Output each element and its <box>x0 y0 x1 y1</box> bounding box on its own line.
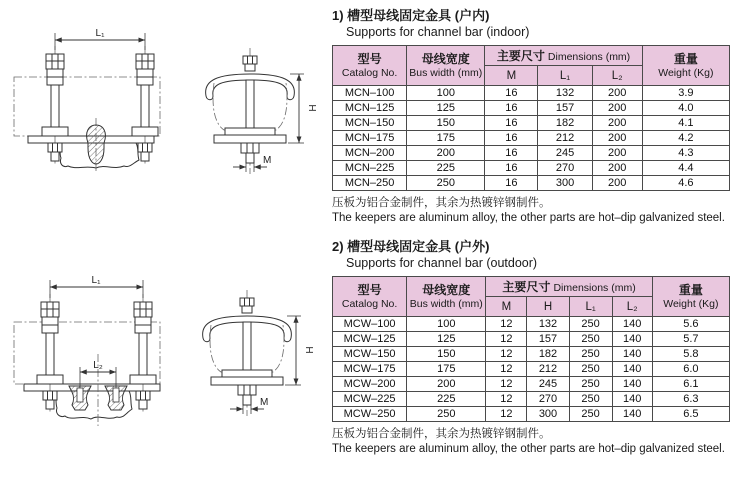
col-header-buswidth-en: Bus width (mm) <box>409 297 483 310</box>
col-header-dimensions-zh: 主要尺寸 <box>496 48 545 63</box>
outdoor-table-body <box>333 317 730 422</box>
table-cell: 16 <box>485 161 538 176</box>
col-header-weight-zh: 重量 <box>673 51 698 66</box>
bolt-right <box>130 294 156 414</box>
indoor-front-view <box>14 28 160 172</box>
table-cell: 16 <box>485 101 538 116</box>
col-header-m: M <box>485 66 538 86</box>
table-cell: 270 <box>538 161 592 176</box>
table-cell: 5.7 <box>652 332 729 347</box>
table-cell: 5.6 <box>652 317 729 332</box>
table-row <box>333 161 730 176</box>
col-header-buswidth-zh: 母线宽度 <box>421 51 470 66</box>
table-cell: 200 <box>592 131 642 146</box>
table-cell: 4.1 <box>642 116 729 131</box>
col-header-dimensions-en: Dimensions (mm) <box>547 50 631 63</box>
table-cell: 300 <box>538 176 592 191</box>
center-keeper <box>87 125 106 164</box>
table-row <box>333 116 730 131</box>
table-cell: 182 <box>538 116 592 131</box>
col-header-catalog-zh: 型号 <box>357 282 382 297</box>
table-cell: 140 <box>612 377 652 392</box>
table-cell: 200 <box>407 377 486 392</box>
table-cell: 250 <box>569 407 612 422</box>
table-cell: 12 <box>486 332 527 347</box>
table-cell: 100 <box>407 317 486 332</box>
table-row <box>333 131 730 146</box>
table-cell: 270 <box>527 392 569 407</box>
dim-label-l1: L₁ <box>95 28 105 39</box>
table-row <box>333 176 730 191</box>
table-cell: 212 <box>538 131 592 146</box>
col-header-catalog <box>333 46 407 86</box>
section-indoor <box>332 8 730 226</box>
table-row <box>333 332 730 347</box>
section-title-zh: 2) 槽型母线固定金具 (户外) <box>332 239 490 254</box>
col-header-h: H <box>527 297 569 317</box>
table-cell: 140 <box>612 332 652 347</box>
table-cell: 200 <box>592 161 642 176</box>
table-cell: 140 <box>612 407 652 422</box>
table-cell: 245 <box>538 146 592 161</box>
table-row <box>333 407 730 422</box>
table-cell: 200 <box>592 116 642 131</box>
table-cell: MCN–200 <box>333 146 407 161</box>
table-cell: 250 <box>569 377 612 392</box>
table-cell: 225 <box>407 392 486 407</box>
table-cell: 4.2 <box>642 131 729 146</box>
table-cell: 140 <box>612 362 652 377</box>
outdoor-front-view <box>14 275 160 426</box>
table-cell: 200 <box>407 146 485 161</box>
table-cell: 12 <box>486 392 527 407</box>
table-cell: 182 <box>527 347 569 362</box>
table-cell: 12 <box>486 377 527 392</box>
table-cell: 175 <box>407 131 485 146</box>
table-cell: 3.9 <box>642 86 729 101</box>
outdoor-table <box>332 276 730 422</box>
table-cell: 250 <box>407 407 486 422</box>
col-header-weight-en: Weight (Kg) <box>658 66 714 79</box>
table-cell: 100 <box>407 86 485 101</box>
col-header-buswidth <box>407 277 486 317</box>
table-cell: 250 <box>569 392 612 407</box>
table-cell: 250 <box>569 332 612 347</box>
table-cell: 140 <box>612 347 652 362</box>
indoor-drawing <box>0 20 332 212</box>
table-cell: MCW–250 <box>333 407 407 422</box>
col-header-dimensions <box>485 46 642 66</box>
table-cell: 140 <box>612 392 652 407</box>
table-cell: MCW–225 <box>333 392 407 407</box>
col-header-dimensions <box>486 277 652 297</box>
table-row <box>333 101 730 116</box>
indoor-table <box>332 45 730 191</box>
col-header-weight-zh: 重量 <box>678 282 703 297</box>
col-header-weight <box>652 277 729 317</box>
table-cell: 132 <box>538 86 592 101</box>
table-cell: 250 <box>407 176 485 191</box>
table-cell: 16 <box>485 116 538 131</box>
table-cell: 157 <box>538 101 592 116</box>
table-cell: MCN–250 <box>333 176 407 191</box>
table-cell: 225 <box>407 161 485 176</box>
table-cell: 6.5 <box>652 407 729 422</box>
table-cell: 245 <box>527 377 569 392</box>
table-cell: 4.0 <box>642 101 729 116</box>
outdoor-drawing <box>0 268 332 464</box>
table-cell: 6.3 <box>652 392 729 407</box>
table-cell: 16 <box>485 176 538 191</box>
dim-label-h: H <box>303 346 314 354</box>
section-title-zh: 1) 槽型母线固定金具 (户内) <box>332 8 490 23</box>
table-row <box>333 377 730 392</box>
dim-label-h: H <box>306 104 317 112</box>
table-cell: 300 <box>527 407 569 422</box>
col-header-buswidth-zh: 母线宽度 <box>422 282 471 297</box>
table-cell: 175 <box>407 362 486 377</box>
table-cell: 200 <box>592 86 642 101</box>
col-header-l1: L₁ <box>538 66 592 86</box>
indoor-table-body <box>333 86 730 191</box>
table-cell: MCW–175 <box>333 362 407 377</box>
col-header-catalog-en: Catalog No. <box>341 66 398 79</box>
material-note-en: The keepers are aluminum alloy, the other parts are hot–dip galvanized steel. <box>332 212 725 224</box>
table-row <box>333 392 730 407</box>
table-row <box>333 362 730 377</box>
dim-label-m: M <box>260 397 269 408</box>
col-header-l2: L₂ <box>612 297 652 317</box>
table-cell: 4.4 <box>642 161 729 176</box>
dimension-l1 <box>50 275 143 298</box>
table-cell: MCW–125 <box>333 332 407 347</box>
table-cell: MCN–225 <box>333 161 407 176</box>
material-note-en: The keepers are aluminum alloy, the other parts are hot–dip galvanized steel. <box>332 443 725 455</box>
table-cell: 16 <box>485 131 538 146</box>
table-cell: 12 <box>486 407 527 422</box>
table-cell: 200 <box>592 176 642 191</box>
table-cell: 150 <box>407 347 486 362</box>
table-cell: MCN–100 <box>333 86 407 101</box>
col-header-catalog-zh: 型号 <box>357 51 382 66</box>
table-cell: 132 <box>527 317 569 332</box>
table-cell: 16 <box>485 86 538 101</box>
table-cell: 4.6 <box>642 176 729 191</box>
table-row <box>333 86 730 101</box>
col-header-m: M <box>486 297 527 317</box>
material-note-zh: 压板为铝合金制件，其余为热镀锌钢制件。 <box>332 428 551 440</box>
section-title-en: Supports for channel bar (outdoor) <box>346 256 538 270</box>
table-cell: 12 <box>486 362 527 377</box>
table-cell: 150 <box>407 116 485 131</box>
col-header-l2: L₂ <box>592 66 642 86</box>
table-cell: MCN–150 <box>333 116 407 131</box>
col-header-weight <box>642 46 729 86</box>
table-cell: 212 <box>527 362 569 377</box>
table-cell: MCN–125 <box>333 101 407 116</box>
table-cell: 16 <box>485 146 538 161</box>
table-cell: 5.8 <box>652 347 729 362</box>
table-cell: 250 <box>569 317 612 332</box>
col-header-l1: L₁ <box>569 297 612 317</box>
dim-label-l2: L₂ <box>93 360 103 371</box>
table-cell: 125 <box>407 332 486 347</box>
table-cell: 200 <box>592 101 642 116</box>
table-cell: MCW–150 <box>333 347 407 362</box>
table-cell: 12 <box>486 347 527 362</box>
specs-panel <box>332 8 730 457</box>
table-cell: 250 <box>569 347 612 362</box>
col-header-catalog-en: Catalog No. <box>341 297 398 310</box>
material-note-zh: 压板为铝合金制件，其余为热镀锌钢制件。 <box>332 197 551 209</box>
table-cell: MCW–200 <box>333 377 407 392</box>
col-header-buswidth-en: Bus width (mm) <box>409 66 483 79</box>
table-cell: 12 <box>486 317 527 332</box>
indoor-side-view <box>206 48 317 174</box>
table-row <box>333 317 730 332</box>
outdoor-side-view <box>203 290 314 416</box>
table-row <box>333 146 730 161</box>
table-cell: MCW–100 <box>333 317 407 332</box>
col-header-dimensions-zh: 主要尺寸 <box>502 279 551 294</box>
table-row <box>333 347 730 362</box>
table-cell: 6.0 <box>652 362 729 377</box>
table-cell: 6.1 <box>652 377 729 392</box>
dim-label-l1: L₁ <box>91 275 101 286</box>
dim-label-m: M <box>263 155 272 166</box>
drawings-panel <box>0 0 332 488</box>
table-cell: MCN–175 <box>333 131 407 146</box>
col-header-dimensions-en: Dimensions (mm) <box>553 281 636 294</box>
dimension-l1 <box>55 28 145 50</box>
table-cell: 125 <box>407 101 485 116</box>
col-header-catalog <box>333 277 407 317</box>
table-cell: 250 <box>569 362 612 377</box>
table-cell: 140 <box>612 317 652 332</box>
section-outdoor <box>332 239 730 457</box>
table-cell: 200 <box>592 146 642 161</box>
section-title-en: Supports for channel bar (indoor) <box>346 25 530 39</box>
col-header-weight-en: Weight (Kg) <box>663 297 719 310</box>
col-header-buswidth <box>407 46 485 86</box>
table-cell: 157 <box>527 332 569 347</box>
table-cell: 4.3 <box>642 146 729 161</box>
